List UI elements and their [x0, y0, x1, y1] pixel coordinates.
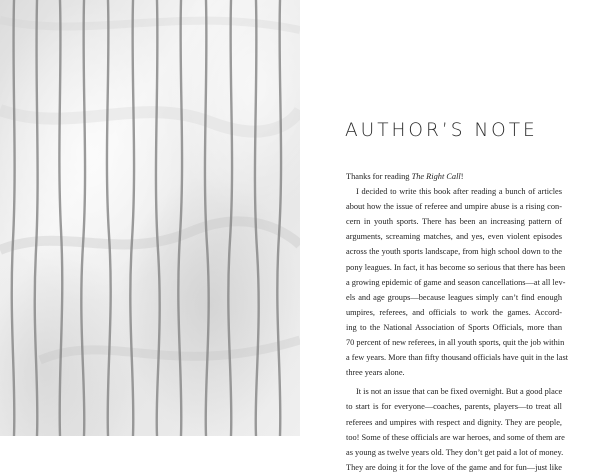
- paragraph-line: to start is for everyone—coaches, parents, players—to treat all: [346, 402, 562, 412]
- book-title: The Right Call: [411, 172, 461, 181]
- paragraph-line: I decided to write this book after reading a bunch of articles: [356, 187, 562, 197]
- paragraph-line: about how the issue of referee and umpire abuse is a rising con-: [346, 202, 562, 212]
- paragraph-line: arguments, screaming matches, and yes, even violent episodes: [346, 232, 562, 242]
- paragraph-line: pony leagues. In fact, it has become so serious that there has been: [346, 262, 566, 272]
- paragraph-line: three years alone.: [346, 368, 405, 378]
- paragraph-line: cern in youth sports. There has been an increasing pattern of: [346, 217, 562, 227]
- paragraph-line: across the youth sports landscape, from high school down to the: [346, 247, 562, 257]
- paragraph-line: umpires, referees, and officials to work the games. Accord-: [346, 307, 562, 317]
- pinstripe-fabric-photo: [0, 0, 300, 436]
- paragraph-line: a few years. More than fifty thousand officials have quit in the last: [346, 353, 569, 363]
- text-page: [300, 0, 600, 472]
- fabric-illustration: [0, 0, 300, 436]
- author-note-body: [346, 169, 569, 475]
- paragraph-line: too! Some of these officials are war heroes, and some of them are: [346, 432, 565, 442]
- paragraph-line: ing to the National Association of Sports Officials, more than: [346, 322, 562, 332]
- paragraph-line: as young as twelve years old. They don’t get paid a lot of money.: [346, 447, 564, 457]
- chapter-title: AUTHOR’S NOTE: [345, 120, 538, 141]
- paragraph-line: els and age groups—because leagues simply can’t find enough: [346, 292, 562, 302]
- paragraph-opening: Thanks for reading The Right Call!: [346, 172, 464, 181]
- paragraph-line: They are doing it for the love of the game and for fun—just like: [346, 462, 562, 472]
- paragraph-line: a growing epidemic of game and season cancellations—at all lev-: [346, 277, 566, 287]
- paragraph-line: 70 percent of new referees, in all youth sports, quit the job within: [346, 338, 565, 348]
- paragraph-line: It is not an issue that can be fixed overnight. But a good place: [356, 387, 563, 397]
- paragraph-line: referees and umpires with respect and dignity. They are people,: [346, 417, 562, 427]
